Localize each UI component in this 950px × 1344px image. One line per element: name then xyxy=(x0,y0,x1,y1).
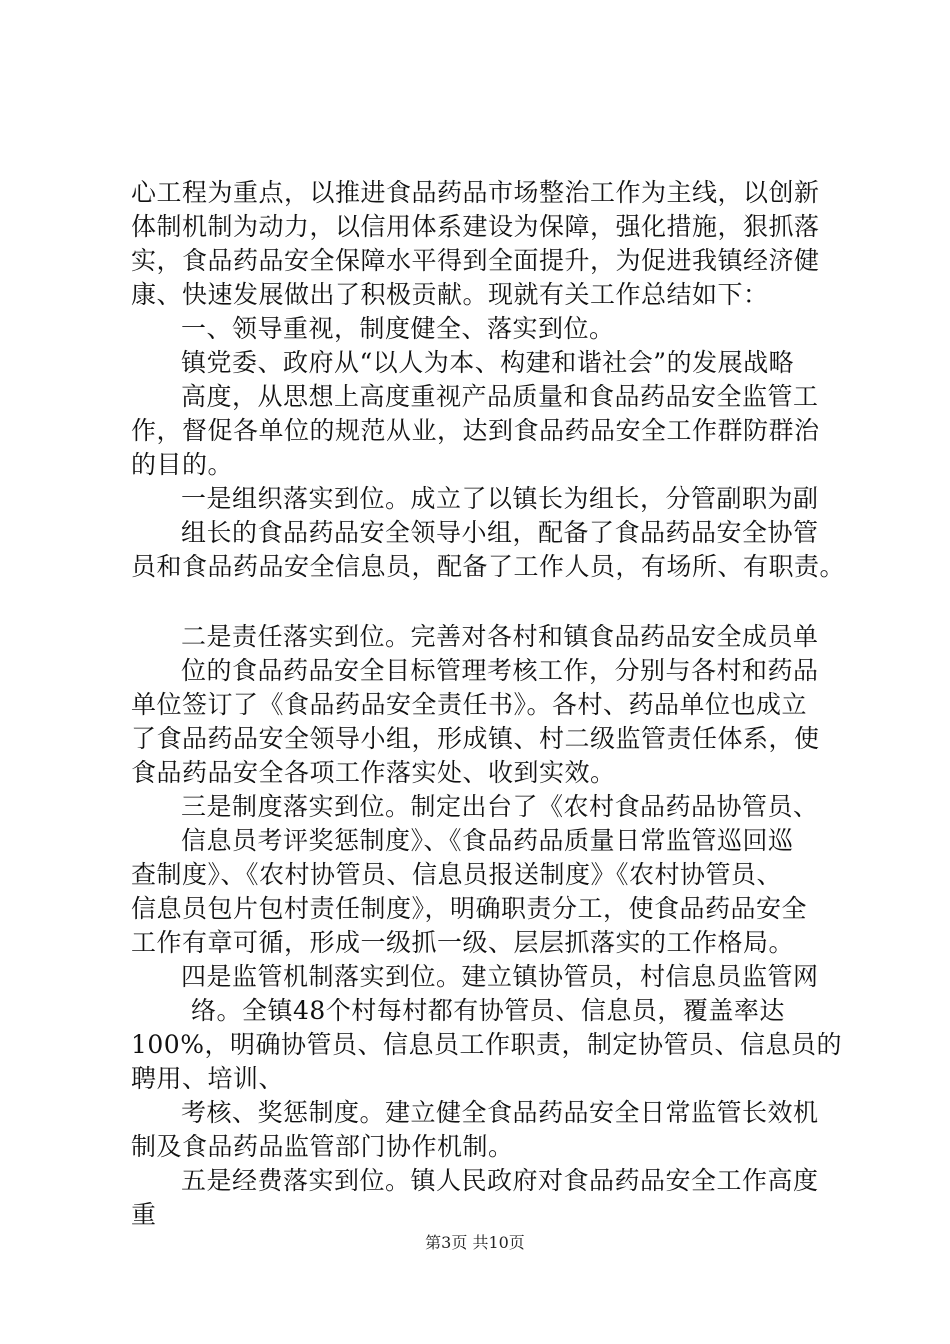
text-line: 位的食品药品安全目标管理考核工作，分别与各村和药品 xyxy=(181,656,819,685)
text-line: 四是监管机制落实到位。建立镇协管员，村信息员监管网 xyxy=(181,962,819,991)
text-line: 员和食品药品安全信息员，配备了工作人员，有场所、有职责。 xyxy=(131,552,846,581)
text-line: 康、快速发展做出了积极贡献。现就有关工作总结如下： xyxy=(131,280,769,309)
text-line: 组长的食品药品安全领导小组，配备了食品药品安全协管 xyxy=(181,518,819,547)
text-line: 单位签订了《食品药品安全责任书》。各村、药品单位也成立 xyxy=(131,690,808,719)
page-number: 第3页 共10页 xyxy=(425,1233,525,1252)
text-line: 实，食品药品安全保障水平得到全面提升，为促进我镇经济健 xyxy=(131,246,820,275)
text-line: 聘用、培训、 xyxy=(131,1064,285,1093)
text-line: 制及食品药品监管部门协作机制。 xyxy=(131,1132,514,1161)
text-line: 的目的。 xyxy=(131,450,234,479)
text-line: 高度，从思想上高度重视产品质量和食品药品安全监管工 xyxy=(181,382,819,411)
text-line: 100%，明确协管员、信息员工作职责，制定协管员、信息员的 xyxy=(131,1030,842,1059)
text-line: 工作有章可循，形成一级抓一级、层层抓落实的工作格局。 xyxy=(131,928,795,957)
text-line: 三是制度落实到位。制定出台了《农村食品药品协管员、 xyxy=(181,792,819,821)
text-line: 络。全镇48个村每村都有协管员、信息员，覆盖率达 xyxy=(191,996,785,1025)
text-line: 二是责任落实到位。完善对各村和镇食品药品安全成员单 xyxy=(181,622,819,651)
text-line: 作，督促各单位的规范从业，达到食品药品安全工作群防群治 xyxy=(131,416,820,445)
text-line: 镇党委、政府从“以人为本、构建和谐社会”的发展战略 xyxy=(181,348,795,377)
text-line: 一是组织落实到位。成立了以镇长为组长，分管副职为副 xyxy=(181,484,819,513)
text-line: 体制机制为动力，以信用体系建设为保障，强化措施，狠抓落 xyxy=(131,212,820,241)
text-line: 心工程为重点，以推进食品药品市场整治工作为主线，以创新 xyxy=(131,178,820,207)
text-line: 信息员包片包村责任制度》，明确职责分工，使食品药品安全 xyxy=(131,894,808,923)
text-line: 重 xyxy=(131,1200,157,1229)
text-line: 食品药品安全各项工作落实处、收到实效。 xyxy=(131,758,616,787)
text-line: 查制度》、《农村协管员、信息员报送制度》《农村协管员、 xyxy=(131,860,783,889)
text-line: 考核、奖惩制度。建立健全食品药品安全日常监管长效机 xyxy=(181,1098,819,1127)
text-line: 信息员考评奖惩制度》、《食品药品质量日常监管巡回巡 xyxy=(181,826,794,855)
text-line: 五是经费落实到位。镇人民政府对食品药品安全工作高度 xyxy=(181,1166,819,1195)
text-line: 了食品药品安全领导小组，形成镇、村二级监管责任体系，使 xyxy=(131,724,820,753)
section-heading: 一、领导重视，制度健全、落实到位。 xyxy=(181,314,615,343)
